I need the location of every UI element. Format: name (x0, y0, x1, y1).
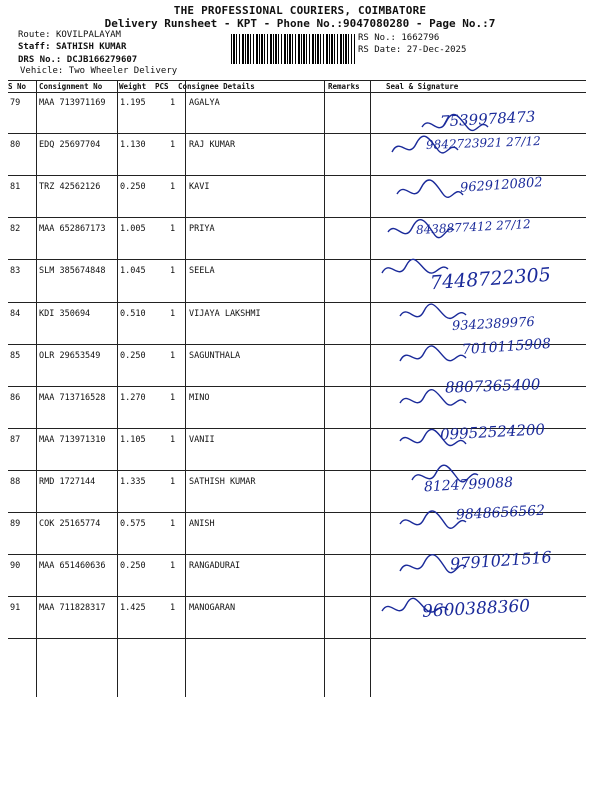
consignment-no: MAA 713971169 (39, 98, 106, 108)
vehicle-label: Vehicle: (20, 66, 64, 76)
company-title: THE PROFESSIONAL COURIERS, COIMBATORE (173, 4, 427, 17)
handwritten-phone: 8438877412 27/12 (415, 217, 532, 238)
consignee-name: ANISH (189, 519, 215, 529)
weight-value: 1.335 (120, 476, 146, 487)
consignment-no: OLR 29653549 (39, 350, 101, 361)
pcs-value: 1 (170, 392, 176, 403)
serial-number: 84 (10, 308, 21, 319)
handwritten-phone: 9848656562 (455, 502, 546, 524)
table-row (8, 547, 586, 597)
weight-value: 1.105 (120, 434, 146, 445)
serial-number: 86 (10, 392, 21, 403)
rs-date-line (358, 45, 466, 55)
staff-line (18, 42, 126, 52)
table-row (8, 176, 586, 218)
signature-scribble (395, 178, 465, 206)
table-row (8, 92, 586, 134)
weight-value: 1.270 (120, 392, 146, 403)
handwritten-phone: 7010115908 (461, 335, 552, 358)
serial-number: 88 (10, 476, 21, 487)
table-row (8, 303, 586, 345)
consignee-name: RAJ KUMAR (189, 140, 236, 151)
rs-no-value: 1662796 (401, 33, 440, 43)
table-row (8, 502, 586, 555)
serial-number: 90 (10, 561, 21, 572)
consignee-name: MINO (189, 392, 210, 403)
weight-value: 0.510 (120, 308, 146, 319)
runsheet-table (8, 80, 586, 697)
consignee-name: VANII (189, 434, 215, 445)
serial-number: 82 (10, 224, 21, 235)
serial-number: 85 (10, 350, 21, 361)
consignment-no: MAA 651460636 (39, 561, 106, 572)
consignment-no: MAA 652867173 (39, 224, 106, 235)
header-consignment: Consignment No (39, 82, 103, 91)
weight-value: 1.195 (120, 98, 146, 108)
table-top-border (8, 80, 586, 81)
table-row (8, 420, 586, 471)
serial-number: 80 (10, 140, 21, 151)
serial-number: 87 (10, 434, 21, 445)
serial-number: 83 (10, 266, 21, 277)
weight-value: 0.250 (120, 561, 146, 572)
consignee-name: RANGADURAI (189, 561, 241, 572)
serial-number: 79 (10, 98, 21, 108)
rs-date-label: RS Date: (358, 45, 402, 55)
weight-value: 1.425 (120, 603, 146, 614)
weight-value: 1.130 (120, 140, 146, 151)
handwritten-phone: 9791021516 (449, 547, 553, 574)
route-line (18, 30, 121, 40)
weight-value: 0.250 (120, 182, 146, 193)
consignment-no: COK 25165774 (39, 519, 101, 529)
runsheet-subtitle: Delivery Runsheet - KPT - Phone No.:9047080280 - Page No.:7 (104, 17, 496, 30)
staff-value: SATHISH KUMAR (55, 42, 127, 52)
consignee-name: KAVI (189, 182, 210, 193)
rs-no-line (358, 33, 439, 43)
rs-date-value: 27-Dec-2025 (406, 45, 467, 55)
consignee-name: VIJAYA LAKSHMI (189, 308, 261, 319)
consignee-name: SAGUNTHALA (189, 350, 241, 361)
consignee-name: AGALYA (189, 98, 220, 108)
table-row (8, 597, 586, 639)
pcs-value: 1 (170, 182, 176, 193)
header-pcs: PCS (155, 82, 169, 91)
pcs-value: 1 (170, 561, 176, 572)
consignee-name: MANOGARAN (189, 603, 236, 614)
table-row (8, 134, 586, 176)
drs-line (18, 55, 137, 65)
signature-scribble (398, 343, 468, 371)
handwritten-phone: 09952524200 (439, 420, 546, 444)
vehicle-value: Two Wheeler Delivery (68, 66, 178, 76)
route-value: KOVILPALAYAM (55, 30, 121, 40)
handwritten-phone: 9842723921 27/12 (425, 134, 541, 153)
pcs-value: 1 (170, 350, 176, 361)
consignment-no: MAA 713716528 (39, 392, 106, 403)
header-sno: S No (8, 82, 27, 91)
consignment-no: RMD 1727144 (39, 476, 96, 487)
pcs-value: 1 (170, 224, 176, 235)
weight-value: 1.045 (120, 266, 146, 277)
route-label: Route: (18, 30, 51, 40)
handwritten-phone: 9629120802 (459, 175, 544, 197)
pcs-value: 1 (170, 308, 176, 319)
staff-label: Staff: (18, 42, 51, 52)
weight-value: 0.575 (120, 519, 146, 529)
serial-number: 91 (10, 603, 21, 614)
pcs-value: 1 (170, 434, 176, 445)
handwritten-phone: 9600388360 (421, 596, 531, 623)
weight-value: 1.005 (120, 224, 146, 235)
consignment-no: TRZ 42562126 (39, 182, 101, 193)
handwritten-phone: 8807365400 (444, 375, 541, 397)
pcs-value: 1 (170, 98, 176, 108)
vehicle-line (20, 66, 177, 76)
header-seal-signature: Seal & Signature (386, 82, 459, 91)
consignment-no: SLM 385674848 (39, 266, 106, 277)
pcs-value: 1 (170, 476, 176, 487)
table-row (8, 218, 586, 260)
handwritten-phone: 8124799088 (423, 474, 514, 496)
consignment-no: KDI 350694 (39, 308, 91, 319)
consignee-name: SEELA (189, 266, 215, 277)
drs-label: DRS No.: (18, 55, 62, 65)
pcs-value: 1 (170, 603, 176, 614)
consignee-name: PRIYA (189, 224, 215, 235)
rs-no-label: RS No.: (358, 33, 396, 43)
table-row (8, 260, 586, 302)
header-remarks: Remarks (328, 82, 360, 91)
header-weight: Weight (119, 82, 147, 91)
handwritten-phone: 7448722305 (429, 264, 552, 295)
weight-value: 0.250 (120, 350, 146, 361)
pcs-value: 1 (170, 266, 176, 277)
header-consignee: Consignee Details (178, 82, 255, 91)
serial-number: 89 (10, 519, 21, 529)
pcs-value: 1 (170, 519, 176, 529)
consignment-no: MAA 711828317 (39, 603, 106, 614)
row-border (8, 638, 586, 639)
barcode-image (231, 34, 355, 64)
pcs-value: 1 (170, 140, 176, 151)
handwritten-phone: 9342389976 (451, 314, 536, 334)
consignment-no: MAA 713971310 (39, 434, 106, 445)
consignment-no: EDQ 25697704 (39, 140, 101, 151)
consignee-name: SATHISH KUMAR (189, 476, 256, 487)
serial-number: 81 (10, 182, 21, 193)
drs-value: DCJB166279607 (66, 55, 138, 65)
handwritten-phone: 7539978473 (439, 107, 536, 131)
